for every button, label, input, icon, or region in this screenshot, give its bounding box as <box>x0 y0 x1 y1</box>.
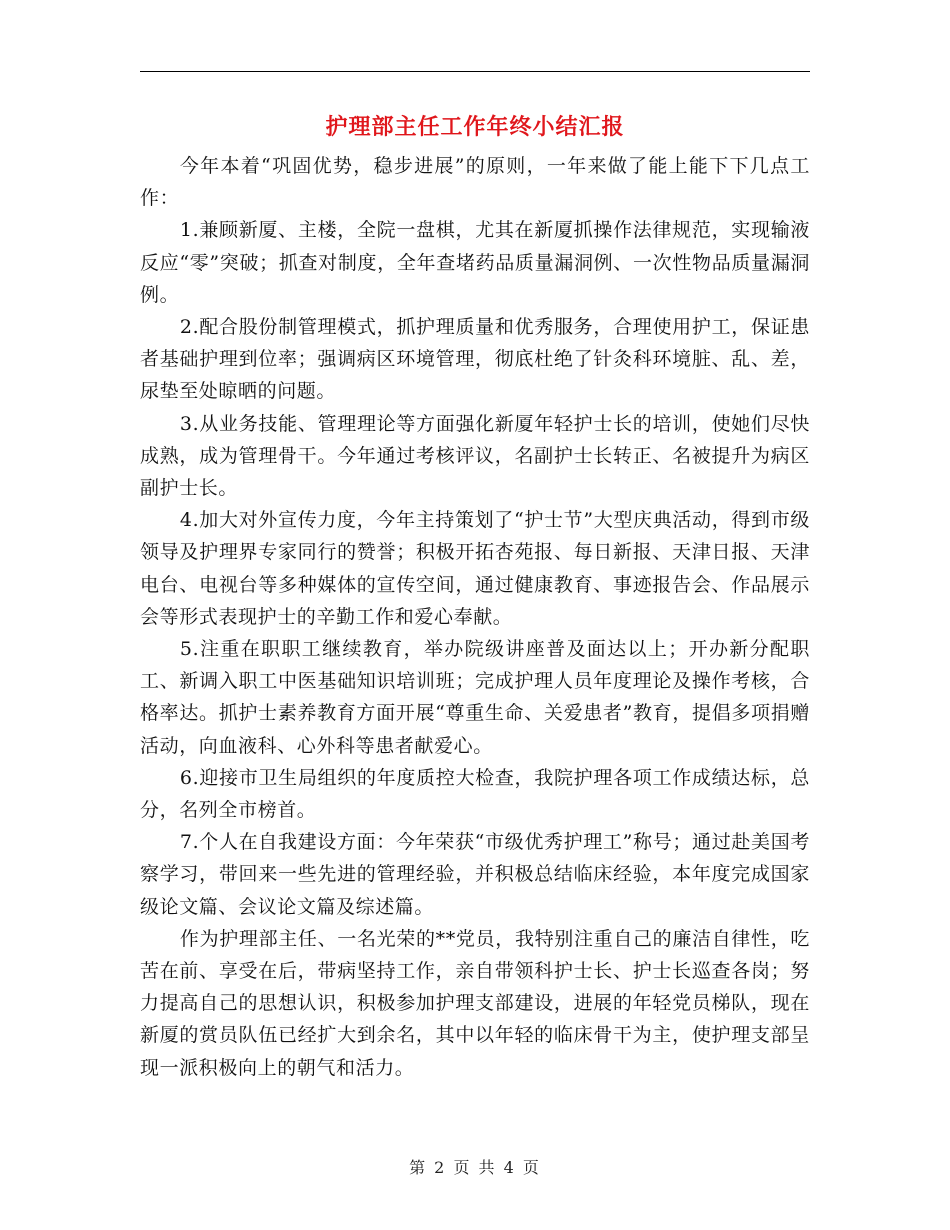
paragraph-item-2: 2.配合股份制管理模式，抓护理质量和优秀服务，合理使用护工，保证患者基础护理到位率；强调病区环境管理，彻底杜绝了针灸科环境脏、乱、差，尿垫至处晾晒的问题。 <box>140 316 810 403</box>
paragraph-item-1: 1.兼顾新厦、主楼，全院一盘棋，尤其在新厦抓操作法律规范，实现输液反应“零”突破；抓查对制度，全年查堵药品质量漏洞例、一次性物品质量漏洞例。 <box>140 219 810 306</box>
paragraph-closing: 作为护理部主任、一名光荣的**党员，我特别注重自己的廉洁自律性，吃苦在前、享受在后，带病坚持工作，亲自带领科护士长、护士长巡查各岗；努力提高自己的思想认识，积极参加护理支部建设，进展的年轻党员梯队，现在新厦的赏员队伍已经扩大到余名，其中以年轻的临床骨干为主，使护理支部呈现一派积极向上的朝气和活力。 <box>140 927 810 1079</box>
paragraph-item-6: 6.迎接市卫生局组织的年度质控大检查，我院护理各项工作成绩达标，总分，名列全市榜首。 <box>140 766 810 822</box>
paragraph-item-7: 7.个人在自我建设方面：今年荣获“市级优秀护理工”称号；通过赴美国考察学习，带回来一些先进的管理经验，并积极总结临床经验，本年度完成国家级论文篇、会议论文篇及综述篇。 <box>140 831 810 918</box>
paragraph-item-4: 4.加大对外宣传力度，今年主持策划了“护士节”大型庆典活动，得到市级领导及护理界专家同行的赞誉；积极开拓杏苑报、每日新报、天津日报、天津电台、电视台等多种媒体的宣传空间，通过健康教育、事迹报告会、作品展示会等形式表现护士的辛勤工作和爱心奉献。 <box>140 509 810 628</box>
page-number: 第 2 页 共 4 页 <box>409 1158 541 1177</box>
paragraph-intro: 今年本着“巩固优势，稳步进展”的原则，一年来做了能上能下下几点工作： <box>140 155 810 210</box>
paragraph-item-3: 3.从业务技能、管理理论等方面强化新厦年轻护士长的培训，使她们尽快成熟，成为管理骨干。今年通过考核评议，名副护士长转正、名被提升为病区副护士长。 <box>140 412 810 500</box>
header-rule <box>140 71 810 72</box>
document-title: 护理部主任工作年终小结汇报 <box>325 115 625 140</box>
document-body <box>140 150 810 1084</box>
paragraph-item-5: 5.注重在职职工继续教育，举办院级讲座普及面达以上；开办新分配职工、新调入职工中医基础知识培训班；完成护理人员年度理论及操作考核，合格率达。抓护士素养教育方面开展“尊重生命、关爱患者”教育，提倡多项捐赠活动，向血液科、心外科等患者献爱心。 <box>140 638 810 757</box>
